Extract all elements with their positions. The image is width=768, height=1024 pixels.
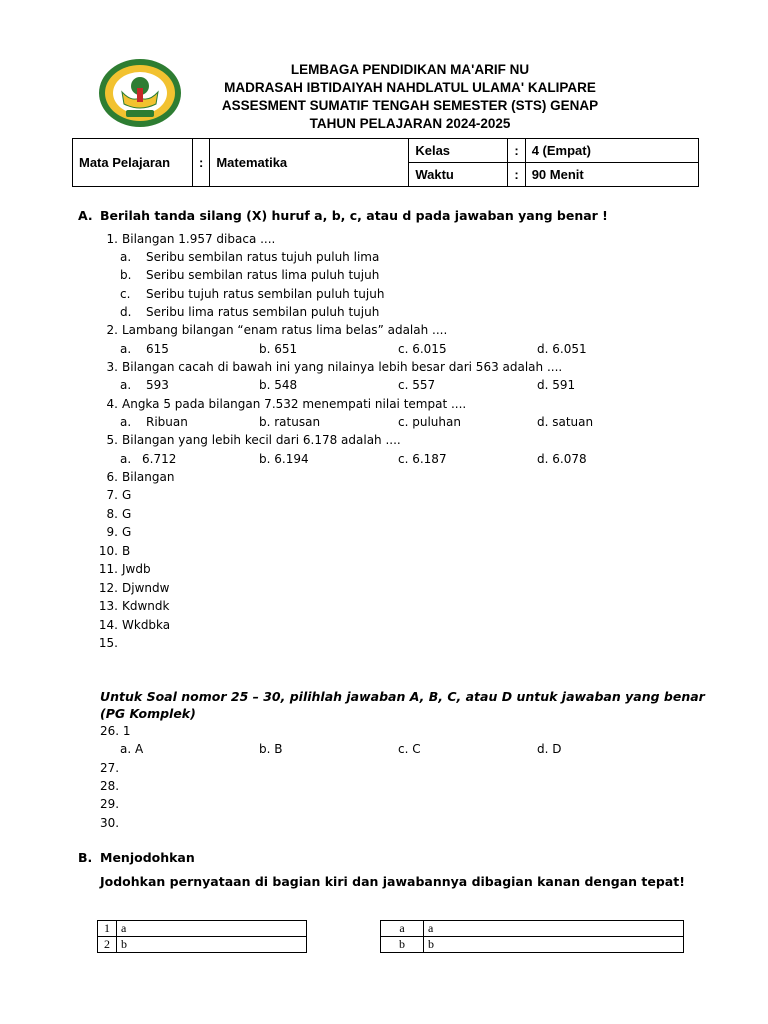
question-27: 27.	[100, 761, 120, 775]
section-letter: B.	[78, 850, 93, 865]
question-26: 26. 1	[100, 724, 131, 738]
match-answer: a	[424, 921, 684, 937]
option-c[interactable]: c. puluhan	[398, 415, 461, 429]
option-a[interactable]: a. 615	[120, 342, 169, 356]
question-10: 10. B	[98, 544, 131, 558]
question-5: 5. Bilangan yang lebih kecil dari 6.178 adalah ....	[106, 433, 401, 447]
option-d[interactable]: d. 6.051	[537, 342, 587, 356]
option-c[interactable]: c. C	[398, 742, 421, 756]
question-6: 6. Bilangan	[106, 470, 175, 484]
match-key: b	[381, 937, 424, 953]
option-c[interactable]: c. 6.187	[398, 452, 447, 466]
time-label: Waktu	[409, 163, 508, 187]
option-d[interactable]: d. 591	[537, 378, 576, 392]
match-left-table	[97, 920, 307, 953]
option-d[interactable]: d. D	[537, 742, 562, 756]
time-value: 90 Menit	[525, 163, 698, 187]
colon: :	[508, 139, 525, 163]
question-28: 28.	[100, 779, 120, 793]
option-b[interactable]: b. ratusan	[259, 415, 321, 429]
option-b[interactable]: b. 651	[259, 342, 298, 356]
option-d[interactable]: d. 6.078	[537, 452, 587, 466]
question-11: 11. Jwdb	[98, 562, 151, 576]
subject-label: Mata Pelajaran	[73, 139, 193, 187]
question-2: 2. Lambang bilangan “enam ratus lima belas” adalah ....	[106, 323, 448, 337]
section-b-instruction: Jodohkan pernyataan di bagian kiri dan jawabannya dibagian kanan dengan tepat!	[100, 874, 685, 889]
match-right-table	[380, 920, 684, 953]
option-c[interactable]: c. 6.015	[398, 342, 447, 356]
section-a-heading	[78, 208, 608, 223]
question-8: 8. G	[106, 507, 132, 521]
section-a-instruction: Berilah tanda silang (X) huruf a, b, c, atau d pada jawaban yang benar !	[100, 208, 608, 223]
header-exam: ASSESMENT SUMATIF TENGAH SEMESTER (STS) GENAP	[221, 98, 599, 113]
header-institution: LEMBAGA PENDIDIKAN MA'ARIF NU	[290, 62, 530, 77]
question-12: 12. Djwndw	[98, 581, 170, 595]
question-30: 30.	[100, 816, 120, 830]
match-statement: b	[117, 937, 307, 953]
question-9: 9. G	[106, 525, 132, 539]
section-b-heading	[78, 850, 195, 865]
match-answer: b	[424, 937, 684, 953]
pg-komplek-instruction: Untuk Soal nomor 25 – 30, pilihlah jawaban A, B, C, atau D untuk jawaban yang benar (PG Komplek)	[100, 689, 705, 721]
option-d[interactable]: d. Seribu lima ratus sembilan puluh tujuh	[120, 305, 380, 319]
exam-info-table	[72, 138, 699, 187]
document-header	[160, 61, 660, 133]
option-c[interactable]: c. Seribu tujuh ratus sembilan puluh tujuh	[120, 287, 385, 301]
question-1: 1. Bilangan 1.957 dibaca ....	[106, 232, 276, 246]
match-number: 1	[98, 921, 117, 937]
option-d[interactable]: d. satuan	[537, 415, 594, 429]
question-15: 15.	[98, 636, 118, 650]
class-value: 4 (Empat)	[525, 139, 698, 163]
question-7: 7. G	[106, 488, 132, 502]
header-school: MADRASAH IBTIDAIYAH NAHDLATUL ULAMA' KALIPARE	[224, 80, 596, 95]
table-row	[381, 937, 684, 953]
section-letter: A.	[78, 208, 93, 223]
header-year: TAHUN PELAJARAN 2024-2025	[309, 116, 511, 131]
question-14: 14. Wkdbka	[98, 618, 171, 632]
question-29: 29.	[100, 797, 120, 811]
option-a[interactable]: a. 6.712	[120, 452, 177, 466]
option-a[interactable]: a. Ribuan	[120, 415, 188, 429]
match-statement: a	[117, 921, 307, 937]
option-a[interactable]: a. 593	[120, 378, 169, 392]
question-3: 3. Bilangan cacah di bawah ini yang nilainya lebih besar dari 563 adalah ....	[106, 360, 563, 374]
colon: :	[193, 139, 210, 187]
section-b-title: Menjodohkan	[100, 850, 195, 865]
option-c[interactable]: c. 557	[398, 378, 436, 392]
class-label: Kelas	[409, 139, 508, 163]
table-row	[381, 921, 684, 937]
option-a[interactable]: a. A	[120, 742, 144, 756]
option-b[interactable]: b. 548	[259, 378, 298, 392]
colon: :	[508, 163, 525, 187]
table-row	[98, 921, 307, 937]
match-key: a	[381, 921, 424, 937]
option-a[interactable]: a. Seribu sembilan ratus tujuh puluh lima	[120, 250, 380, 264]
match-number: 2	[98, 937, 117, 953]
table-row	[98, 937, 307, 953]
question-4: 4. Angka 5 pada bilangan 7.532 menempati nilai tempat ....	[106, 397, 467, 411]
option-b[interactable]: b. Seribu sembilan ratus lima puluh tujuh	[120, 268, 380, 282]
option-b[interactable]: b. B	[259, 742, 283, 756]
subject-value: Matematika	[210, 139, 409, 187]
option-b[interactable]: b. 6.194	[259, 452, 309, 466]
question-13: 13. Kdwndk	[98, 599, 170, 613]
